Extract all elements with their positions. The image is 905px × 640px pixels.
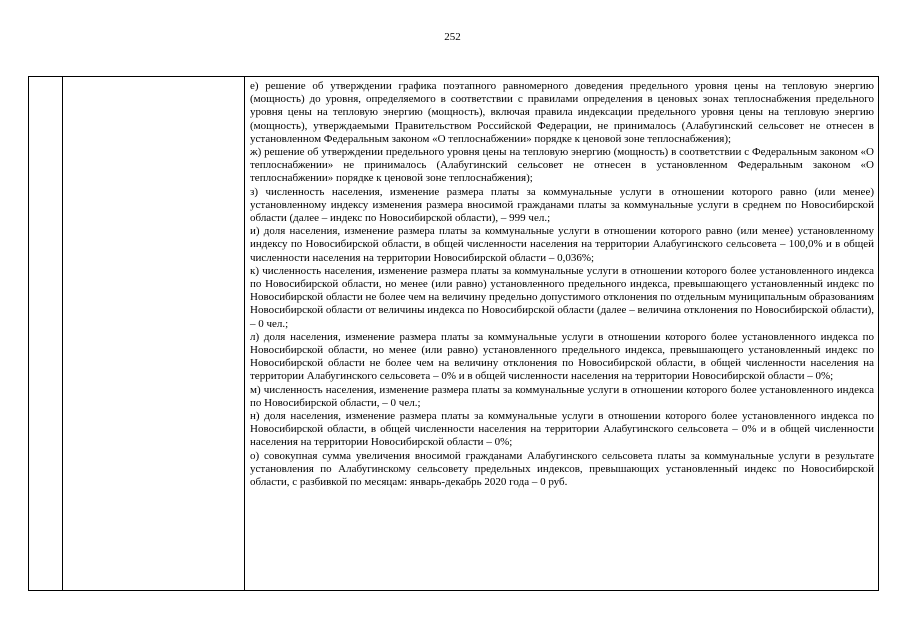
paragraph-e: е) решение об утверждении графика поэтапного равномерного доведения предельного уровня цены на тепловую энергию (мощность) до уровня, определяемого в соответствии с правилами определения в ценовых зонах теплоснабжения предельного уровня цены на тепловую энергию (мощность), включая правила индексации предельного уровня цены на тепловую энергию (мощность), утверждаемыми Правительством Российской Федерации, не принималось (Алабугинский сельсовет не отнесен в установленном Федеральным законом «О теплоснабжении» порядке к ценовой зоне теплоснабжения);: [250, 80, 874, 145]
document-table: [28, 76, 879, 591]
table-row: [29, 77, 879, 591]
paragraph-l: л) доля населения, изменение размера платы за коммунальные услуги в отношении которого более установленного индекса по Новосибирской области, но менее (или равно) установленного предельного индекса, превышающего установленный индекс по Новосибирской области не более чем на величину отклонения по Новосибирской области, в общей численности населения на территории Алабугинского сельсовета – 0% и в общей численности населения на территории Новосибирской области – 0%;: [250, 330, 874, 383]
paragraph-m: м) численность населения, изменение размера платы за коммунальные услуги в отношении которого более установленного индекса по Новосибирской области, – 0 чел.;: [250, 383, 874, 409]
paragraph-n: н) доля населения, изменение размера платы за коммунальные услуги в отношении которого более установленного индекса по Новосибирской области, в общей численности населения на территории Алабугинского сельсовета – 0% и в общей численности населения на территории Новосибирской области – 0%;: [250, 410, 874, 449]
table-cell-number: [29, 77, 63, 591]
content-text: [245, 77, 878, 489]
paragraph-zh: ж) решение об утверждении предельного уровня цены на тепловую энергию (мощность) в соответствии с Федеральным законом «О теплоснабжении» не принималось (Алабугинский сельсовет не отнесен в установленном Федеральным законом «О теплоснабжении» порядке к ценовой зоне теплоснабжения);: [250, 146, 874, 185]
page-number: 252: [444, 31, 461, 43]
paragraph-o: о) совокупная сумма увеличения вносимой гражданами Алабугинского сельсовета платы за коммунальные услуги в результате установления по Алабугинскому сельсовету предельных индексов, превышающих установленный индекс по Новосибирской области, с разбивкой по месяцам: январь-декабрь 2020 года – 0 руб.: [250, 449, 874, 489]
paragraph-k: к) численность населения, изменение размера платы за коммунальные услуги в отношении которого более установленного индекса по Новосибирской области, но менее (или равно) установленного предельного индекса, превышающего установленный индекс по Новосибирской области не более чем на величину предельно допустимого отклонения по отдельным муниципальным образованиям Новосибирской области от величины индекса по Новосибирской области (далее – величина отклонения по Новосибирской области), – 0 чел.;: [250, 264, 874, 330]
table-cell-content: [245, 77, 879, 591]
table-cell-label: [63, 77, 245, 591]
paragraph-i: и) доля населения, изменение размера платы за коммунальные услуги в отношении которого равно (или менее) установленному индексу по Новосибирской области, в общей численности населения на территории Алабугинского сельсовета – 100,0% и в общей численности населения на территории Новосибирской области – 0,036%;: [250, 225, 874, 264]
paragraph-z: з) численность населения, изменение размера платы за коммунальные услуги в отношении которого равно (или менее) установленному индексу изменения размера вносимой гражданами платы за коммунальные услуги в среднем по Новосибирской области (далее – индекс по Новосибирской области), – 999 чел.;: [250, 185, 874, 225]
